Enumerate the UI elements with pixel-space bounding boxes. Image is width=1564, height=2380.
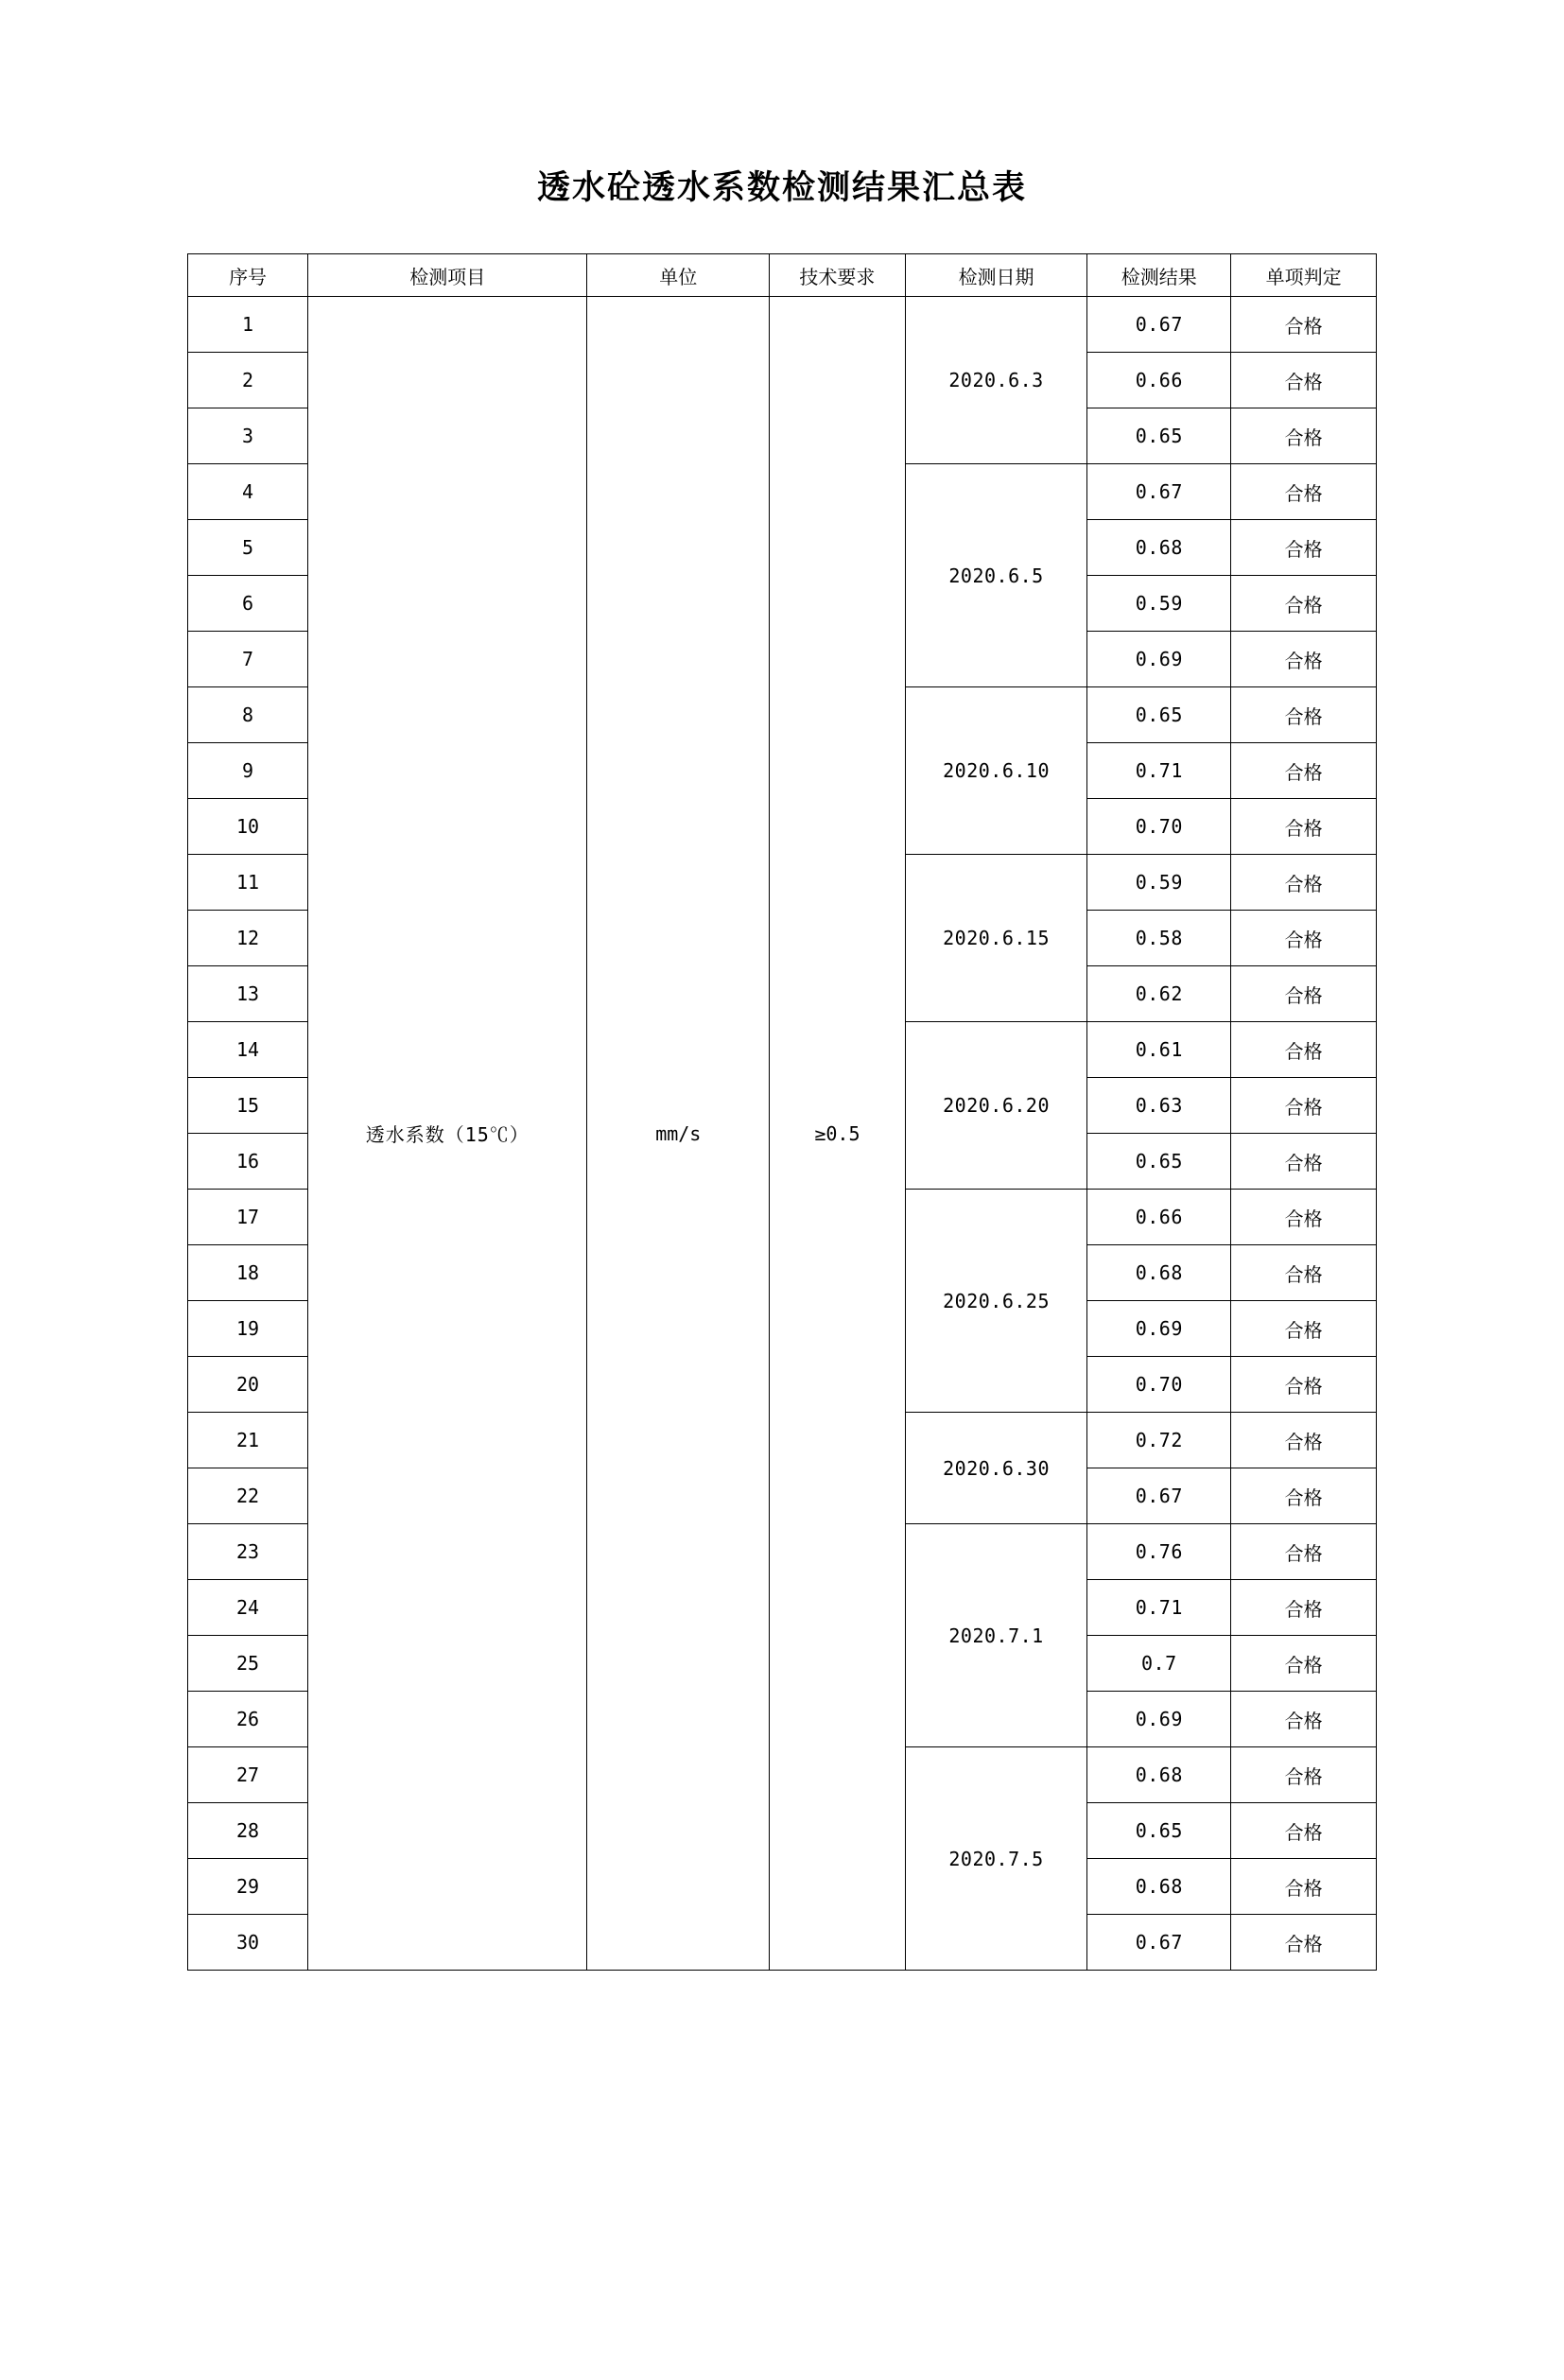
cell-verdict: 合格 [1231,1078,1377,1134]
cell-verdict: 合格 [1231,1859,1377,1915]
column-header-date: 检测日期 [905,254,1087,297]
cell-requirement: ≥0.5 [770,297,906,1971]
cell-no: 29 [188,1859,308,1915]
cell-verdict: 合格 [1231,1357,1377,1413]
cell-verdict: 合格 [1231,1245,1377,1301]
cell-no: 25 [188,1636,308,1692]
cell-verdict: 合格 [1231,297,1377,353]
document-page [0,168,1564,2380]
cell-result: 0.65 [1087,408,1231,464]
cell-no: 7 [188,632,308,687]
cell-no: 20 [188,1357,308,1413]
column-header-result: 检测结果 [1087,254,1231,297]
cell-no: 5 [188,520,308,576]
cell-item: 透水系数（15℃） [308,297,587,1971]
cell-result: 0.68 [1087,1747,1231,1803]
cell-no: 19 [188,1301,308,1357]
cell-no: 14 [188,1022,308,1078]
cell-result: 0.69 [1087,632,1231,687]
cell-no: 24 [188,1580,308,1636]
results-table-container [187,253,1377,1971]
column-header-req: 技术要求 [770,254,906,297]
cell-verdict: 合格 [1231,1915,1377,1971]
cell-date: 2020.6.5 [905,464,1087,687]
cell-verdict: 合格 [1231,1301,1377,1357]
cell-result: 0.69 [1087,1692,1231,1747]
cell-verdict: 合格 [1231,743,1377,799]
cell-result: 0.76 [1087,1524,1231,1580]
table-header-row [188,254,1377,297]
cell-no: 6 [188,576,308,632]
cell-verdict: 合格 [1231,1580,1377,1636]
cell-no: 23 [188,1524,308,1580]
cell-verdict: 合格 [1231,1190,1377,1245]
cell-no: 26 [188,1692,308,1747]
cell-verdict: 合格 [1231,855,1377,911]
cell-date: 2020.7.5 [905,1747,1087,1971]
cell-result: 0.67 [1087,297,1231,353]
cell-no: 28 [188,1803,308,1859]
cell-date: 2020.6.25 [905,1190,1087,1413]
table-row [188,297,1377,353]
cell-result: 0.68 [1087,1859,1231,1915]
cell-result: 0.69 [1087,1301,1231,1357]
cell-result: 0.67 [1087,464,1231,520]
cell-verdict: 合格 [1231,1636,1377,1692]
results-table [187,253,1377,1971]
column-header-item: 检测项目 [308,254,587,297]
cell-date: 2020.6.3 [905,297,1087,464]
cell-verdict: 合格 [1231,911,1377,966]
cell-result: 0.65 [1087,687,1231,743]
cell-no: 16 [188,1134,308,1190]
cell-result: 0.65 [1087,1803,1231,1859]
cell-result: 0.58 [1087,911,1231,966]
cell-no: 21 [188,1413,308,1468]
cell-no: 27 [188,1747,308,1803]
cell-no: 2 [188,353,308,408]
cell-verdict: 合格 [1231,966,1377,1022]
cell-result: 0.71 [1087,1580,1231,1636]
cell-verdict: 合格 [1231,1747,1377,1803]
cell-no: 9 [188,743,308,799]
cell-result: 0.7 [1087,1636,1231,1692]
cell-no: 17 [188,1190,308,1245]
cell-unit: mm/s [587,297,770,1971]
table-body [188,297,1377,1971]
column-header-verdict: 单项判定 [1231,254,1377,297]
cell-no: 4 [188,464,308,520]
cell-no: 10 [188,799,308,855]
cell-result: 0.68 [1087,520,1231,576]
cell-verdict: 合格 [1231,1134,1377,1190]
cell-result: 0.67 [1087,1468,1231,1524]
cell-date: 2020.6.10 [905,687,1087,855]
cell-verdict: 合格 [1231,1692,1377,1747]
cell-verdict: 合格 [1231,1022,1377,1078]
cell-date: 2020.6.15 [905,855,1087,1022]
page-title: 透水砼透水系数检测结果汇总表 [536,169,1027,207]
cell-no: 30 [188,1915,308,1971]
cell-verdict: 合格 [1231,576,1377,632]
cell-verdict: 合格 [1231,687,1377,743]
cell-verdict: 合格 [1231,1413,1377,1468]
cell-no: 22 [188,1468,308,1524]
cell-verdict: 合格 [1231,520,1377,576]
cell-no: 8 [188,687,308,743]
cell-result: 0.70 [1087,799,1231,855]
column-header-no: 序号 [188,254,308,297]
cell-verdict: 合格 [1231,799,1377,855]
cell-verdict: 合格 [1231,632,1377,687]
cell-verdict: 合格 [1231,1524,1377,1580]
cell-result: 0.72 [1087,1413,1231,1468]
cell-result: 0.59 [1087,855,1231,911]
cell-no: 13 [188,966,308,1022]
column-header-unit: 单位 [587,254,770,297]
cell-result: 0.71 [1087,743,1231,799]
cell-verdict: 合格 [1231,408,1377,464]
cell-no: 18 [188,1245,308,1301]
cell-result: 0.65 [1087,1134,1231,1190]
cell-verdict: 合格 [1231,464,1377,520]
table-header [188,254,1377,297]
cell-verdict: 合格 [1231,1803,1377,1859]
cell-no: 12 [188,911,308,966]
cell-result: 0.68 [1087,1245,1231,1301]
cell-date: 2020.6.20 [905,1022,1087,1190]
cell-date: 2020.7.1 [905,1524,1087,1747]
cell-result: 0.61 [1087,1022,1231,1078]
cell-verdict: 合格 [1231,1468,1377,1524]
cell-result: 0.66 [1087,1190,1231,1245]
cell-no: 11 [188,855,308,911]
cell-no: 3 [188,408,308,464]
cell-result: 0.63 [1087,1078,1231,1134]
cell-result: 0.66 [1087,353,1231,408]
cell-no: 1 [188,297,308,353]
cell-result: 0.62 [1087,966,1231,1022]
cell-result: 0.67 [1087,1915,1231,1971]
cell-no: 15 [188,1078,308,1134]
cell-result: 0.59 [1087,576,1231,632]
cell-verdict: 合格 [1231,353,1377,408]
cell-date: 2020.6.30 [905,1413,1087,1524]
cell-result: 0.70 [1087,1357,1231,1413]
